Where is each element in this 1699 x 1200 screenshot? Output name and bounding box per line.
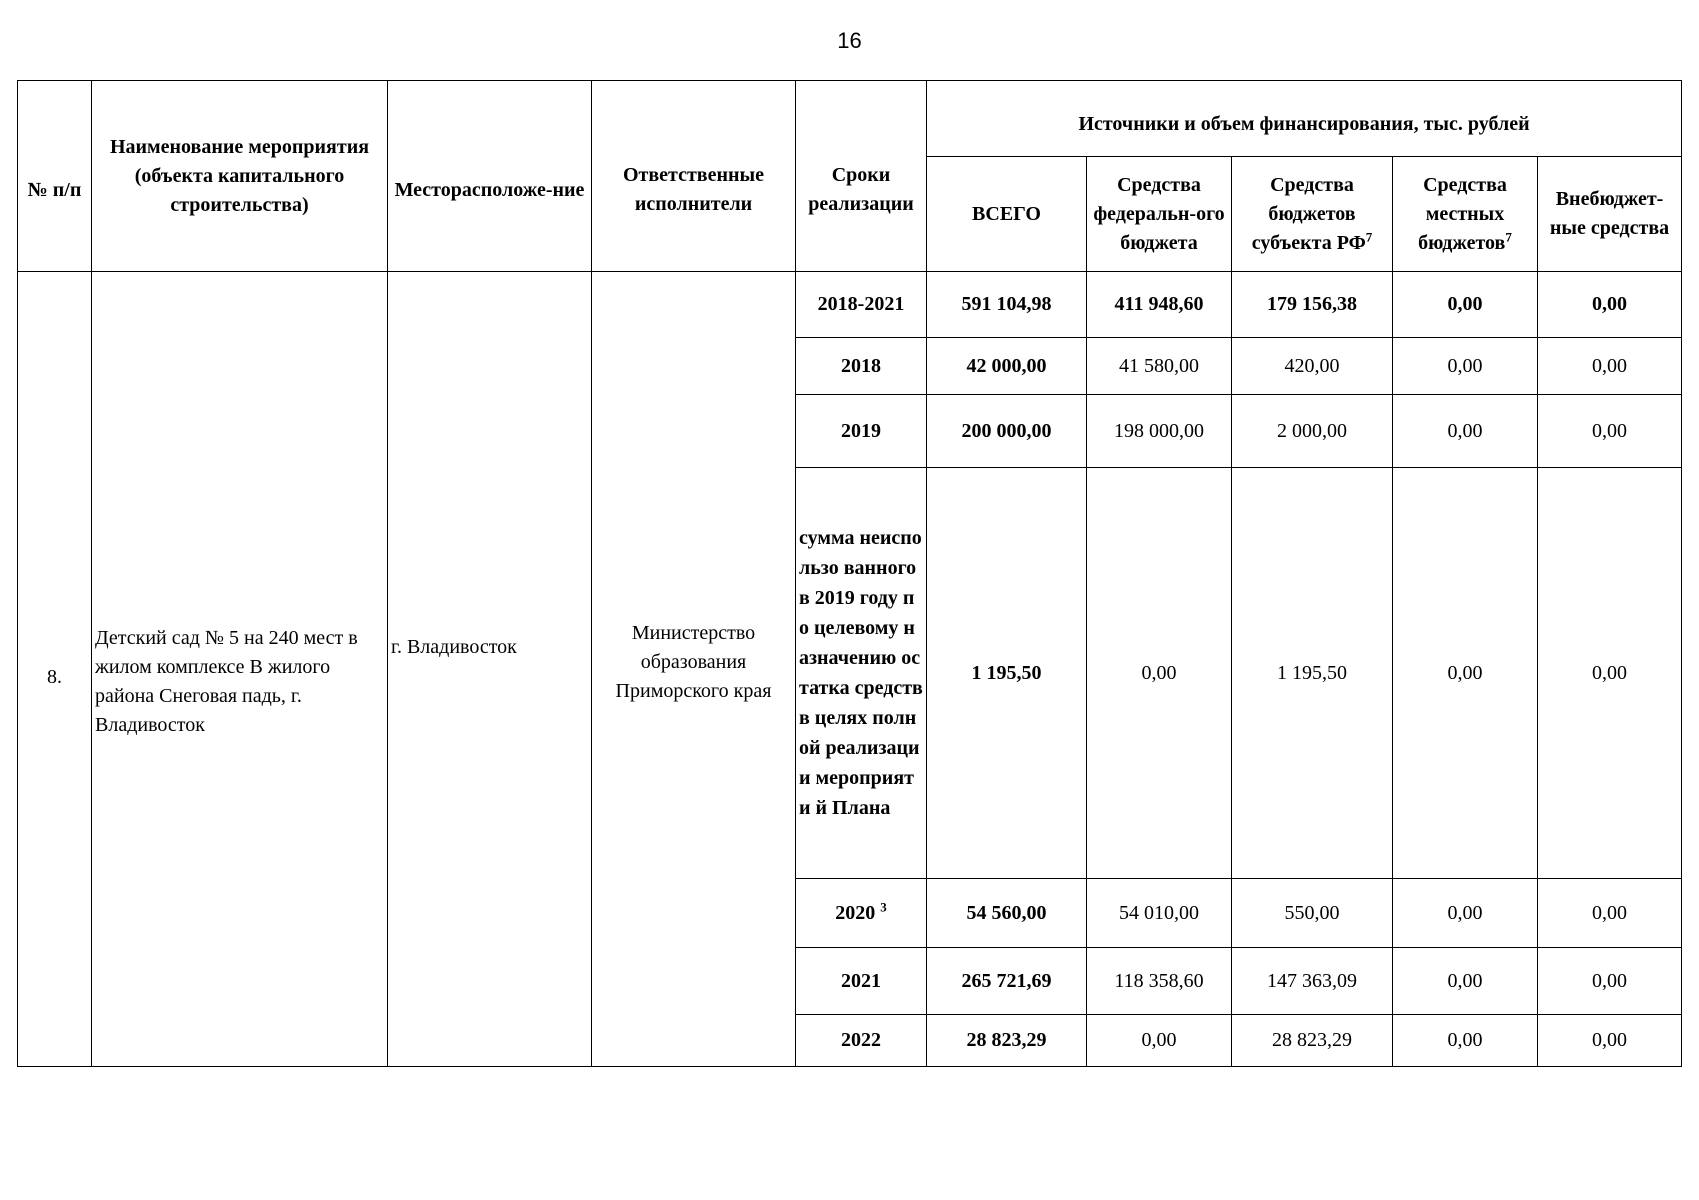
row-federal: 198 000,00 (1087, 395, 1232, 468)
item-name: Детский сад № 5 на 240 мест в жилом комплексе В жилого района Снеговая падь, г. Владивосток (92, 272, 388, 1067)
row-total: 265 721,69 (927, 948, 1087, 1015)
page-number: 16 (837, 28, 862, 53)
item-responsible: Министерство образования Приморского края (592, 272, 796, 1067)
header-responsible: Ответственные исполнители (592, 81, 796, 272)
row-subject: 179 156,38 (1232, 272, 1393, 338)
row-period-note: сумма неиспользо ванного в 2019 году по целевому назначению остатка средств в целях полной реализации мероприяти й Плана (796, 468, 927, 879)
row-federal: 41 580,00 (1087, 338, 1232, 395)
row-period: 2022 (796, 1015, 927, 1067)
row-total: 54 560,00 (927, 879, 1087, 948)
row-subject: 420,00 (1232, 338, 1393, 395)
row-local: 0,00 (1393, 338, 1538, 395)
row-subject: 550,00 (1232, 879, 1393, 948)
header-subject (1232, 157, 1393, 272)
row-local: 0,00 (1393, 1015, 1538, 1067)
row-period: 2018 (796, 338, 927, 395)
row-period-label: 2020 (835, 901, 876, 924)
row-local: 0,00 (1393, 272, 1538, 338)
header-offbudget: Внебюджет-ные средства (1538, 157, 1682, 272)
row-offbudget: 0,00 (1538, 879, 1682, 948)
row-subject: 2 000,00 (1232, 395, 1393, 468)
row-subject: 28 823,29 (1232, 1015, 1393, 1067)
row-local: 0,00 (1393, 395, 1538, 468)
table-row (18, 272, 1682, 338)
row-federal: 118 358,60 (1087, 948, 1232, 1015)
row-local: 0,00 (1393, 468, 1538, 879)
header-subject-footnote: 7 (1365, 228, 1373, 244)
row-period: 2018-2021 (796, 272, 927, 338)
row-offbudget: 0,00 (1538, 1015, 1682, 1067)
row-period (796, 879, 927, 948)
row-offbudget: 0,00 (1538, 395, 1682, 468)
row-federal: 0,00 (1087, 468, 1232, 879)
header-local-label: Средства местных бюджетов (1418, 173, 1507, 254)
header-federal: Средства федеральн-ого бюджета (1087, 157, 1232, 272)
item-location: г. Владивосток (388, 272, 592, 1067)
header-name: Наименование мероприятия (объекта капитального строительства) (92, 81, 388, 272)
header-location: Месторасположе-ние (388, 81, 592, 272)
row-federal: 54 010,00 (1087, 879, 1232, 948)
row-local: 0,00 (1393, 948, 1538, 1015)
row-federal: 0,00 (1087, 1015, 1232, 1067)
row-federal: 411 948,60 (1087, 272, 1232, 338)
row-offbudget: 0,00 (1538, 338, 1682, 395)
row-offbudget: 0,00 (1538, 272, 1682, 338)
header-num: № п/п (18, 81, 92, 272)
row-total: 1 195,50 (927, 468, 1087, 879)
row-total: 42 000,00 (927, 338, 1087, 395)
row-offbudget: 0,00 (1538, 948, 1682, 1015)
row-subject: 1 195,50 (1232, 468, 1393, 879)
row-total: 591 104,98 (927, 272, 1087, 338)
header-period: Сроки реализации (796, 81, 927, 272)
row-period: 2021 (796, 948, 927, 1015)
row-local: 0,00 (1393, 879, 1538, 948)
row-period: 2019 (796, 395, 927, 468)
header-subject-label: Средства бюджетов субъекта РФ (1251, 173, 1366, 254)
header-local (1393, 157, 1538, 272)
header-funding-group: Источники и объем финансирования, тыс. рублей (927, 81, 1682, 157)
header-local-footnote: 7 (1505, 228, 1512, 244)
header-total: ВСЕГО (927, 157, 1087, 272)
row-subject: 147 363,09 (1232, 948, 1393, 1015)
row-total: 200 000,00 (927, 395, 1087, 468)
row-total: 28 823,29 (927, 1015, 1087, 1067)
item-number: 8. (18, 272, 92, 1067)
row-period-footnote: 3 (880, 898, 887, 914)
row-offbudget: 0,00 (1538, 468, 1682, 879)
funding-table (17, 80, 1682, 1067)
